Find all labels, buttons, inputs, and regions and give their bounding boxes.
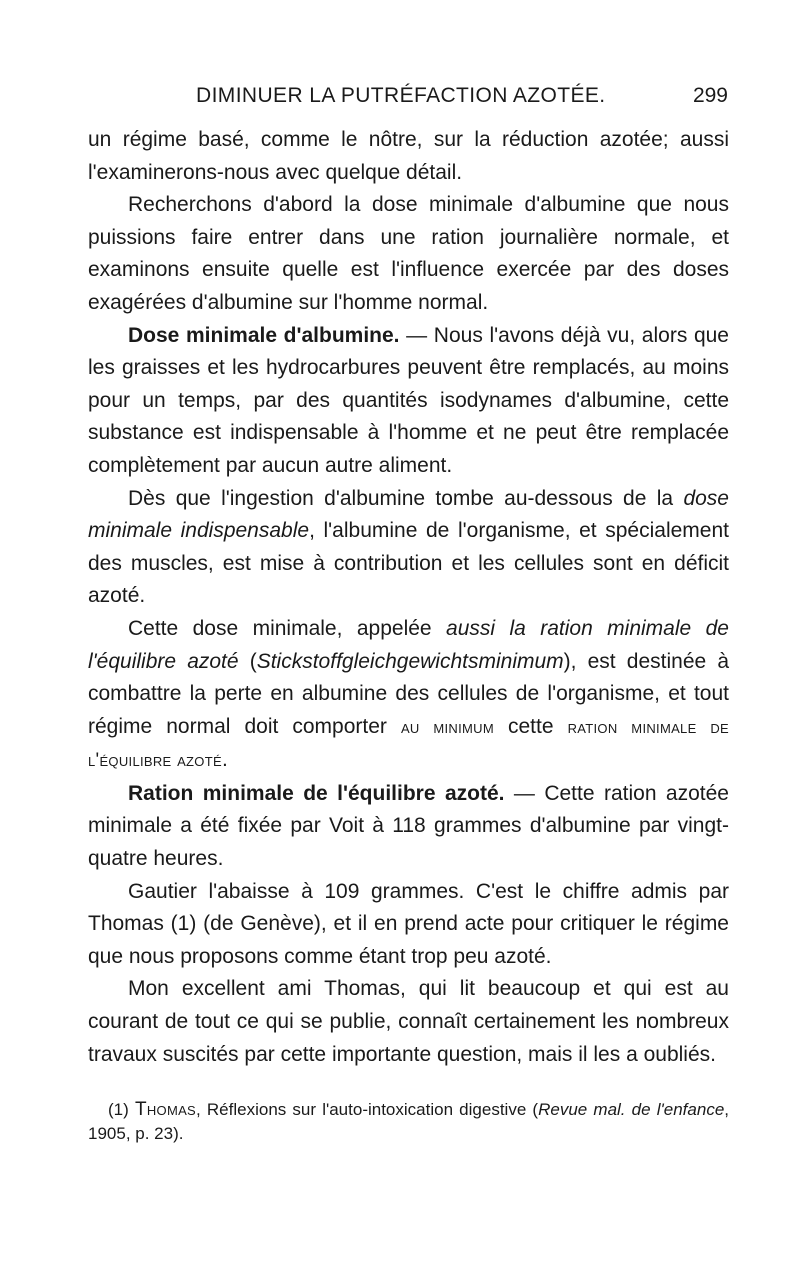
footnote-1: [88, 1098, 729, 1146]
paragraph-5-text-a: Cette dose minimale, appelée: [128, 616, 447, 640]
footnote: [88, 1098, 729, 1146]
paragraph-1-text: un régime basé, comme le nôtre, sur la réduction azotée; aussi l'examinerons-nous avec quelque détail.: [88, 128, 729, 184]
paragraph-2-text: Recherchons d'abord la dose minimale d'albumine que nous puissions faire entrer dans une ration journalière normale, et examinons ensuite quelle est l'influence exercée par des doses exagérées d'albumine sur l'homme normal.: [88, 193, 729, 314]
paragraph-8: [88, 973, 729, 1071]
footnote-end: , 1905, p. 23).: [88, 1100, 730, 1143]
footnote-author: Thomas: [134, 1099, 197, 1120]
paragraph-7-text: Gautier l'abaisse à 109 grammes. C'est le chiffre admis par Thomas (1) (de Genève), et il en prend acte pour critiquer le régime que nous proposons comme étant trop peu azoté.: [88, 879, 729, 968]
page-number: 299: [692, 84, 728, 107]
paragraph-6: [88, 778, 729, 876]
paragraph-4-text-b: , l'albumine de l'organisme, et spécialement des muscles, est mise à contribution et les cellules sont en déficit azoté.: [88, 519, 729, 608]
footnote-marker: (1): [108, 1100, 135, 1119]
paragraph-5-text-e: .: [221, 748, 228, 772]
paragraph-3-text: — Nous l'avons déjà vu, alors que les graisses et les hydrocarbures peuvent être remplacés, au moins pour un temps, par des quantités isodynames d'albumine, cette substance est indispensable à l'homme et ne peut être remplacée complètement par aucun autre aliment.: [88, 323, 729, 477]
footnote-text: , Réflexions sur l'auto-intoxication digestive (: [196, 1100, 539, 1119]
paragraph-5-text-d: cette: [493, 714, 568, 738]
paragraph-5-smallcaps-1: au minimum: [400, 716, 494, 738]
paragraph-8-text: Mon excellent ami Thomas, qui lit beaucoup et qui est au courant de tout ce qui se publie, connaît certainement les nombreux travaux suscités par cette importante question, mais il les a oubliés.: [88, 977, 729, 1066]
footnote-journal: Revue mal. de l'enfance: [538, 1100, 725, 1119]
running-head: [88, 84, 728, 114]
paragraph-1: [88, 124, 729, 189]
paragraph-5-text-b: (: [238, 649, 257, 673]
paragraph-2: [88, 189, 729, 319]
paragraph-5: [88, 613, 729, 778]
paragraph-3: [88, 320, 729, 483]
paragraph-6-text: — Cette ration azotée minimale a été fixée par Voit à 118 grammes d'albumine par vingt-quatre heures.: [88, 781, 729, 871]
paragraph-7: [88, 876, 729, 974]
section-heading-dose-minimale: Dose minimale d'albumine.: [128, 323, 400, 347]
paragraph-5-smallcaps-2: ration minimale de l'équilibre azoté: [88, 716, 729, 772]
section-heading-ration-minimale: Ration minimale de l'équilibre azoté.: [128, 781, 505, 805]
paragraph-5-text-c: ), est destinée à combattre la perte en albumine des cellules de l'organisme, et tout régime normal doit comporter: [88, 649, 729, 738]
paragraph-5-italic-1: aussi la ration minimale de l'équilibre azoté: [88, 616, 729, 673]
body-text: [88, 124, 729, 1071]
paragraph-4: [88, 483, 729, 613]
running-title: DIMINUER LA PUTRÉFACTION AZOTÉE.: [196, 84, 606, 107]
paragraph-4-italic: dose minimale indispensable: [88, 486, 729, 543]
paragraph-5-italic-2: Stickstoffgleichgewichtsminimum: [256, 649, 564, 673]
paragraph-4-text-a: Dès que l'ingestion d'albumine tombe au-dessous de la: [128, 486, 684, 510]
